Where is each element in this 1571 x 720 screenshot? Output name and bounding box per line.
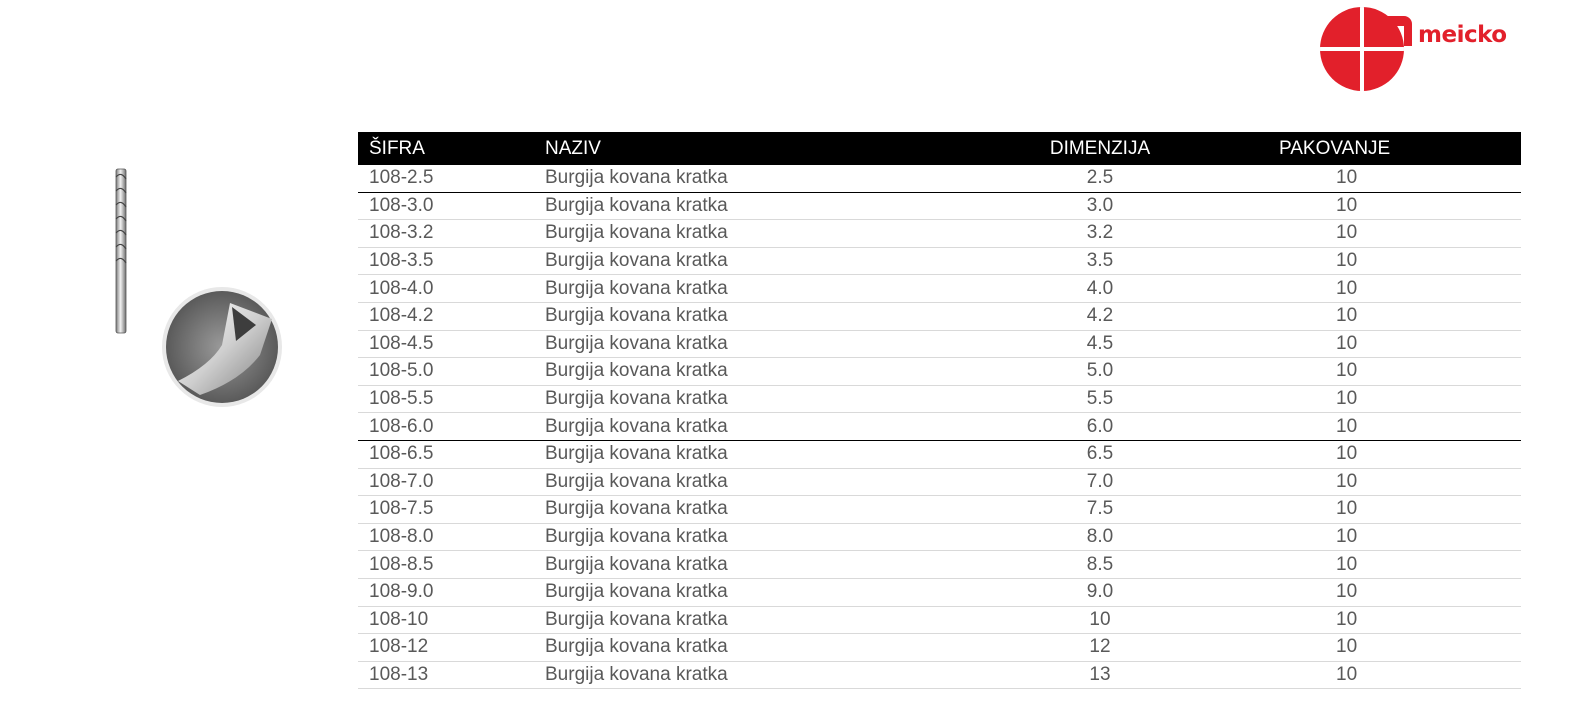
cell-dimension: 3.2	[973, 220, 1227, 248]
cell-dimension: 4.5	[973, 330, 1227, 358]
cell-code: 108-8.5	[358, 551, 533, 579]
meicko-logo-mark-icon	[1318, 6, 1414, 92]
cell-code: 108-10	[358, 606, 533, 634]
cell-packaging: 10	[1227, 385, 1521, 413]
cell-name: Burgija kovana kratka	[533, 606, 973, 634]
cell-packaging: 10	[1227, 496, 1521, 524]
cell-code: 108-5.5	[358, 385, 533, 413]
cell-code: 108-4.2	[358, 302, 533, 330]
cell-dimension: 8.0	[973, 523, 1227, 551]
cell-packaging: 10	[1227, 275, 1521, 303]
cell-packaging: 10	[1227, 247, 1521, 275]
cell-name: Burgija kovana kratka	[533, 413, 973, 441]
brand-name: meicko	[1418, 22, 1507, 48]
cell-code: 108-8.0	[358, 523, 533, 551]
cell-dimension: 5.5	[973, 385, 1227, 413]
cell-dimension: 3.0	[973, 192, 1227, 220]
cell-code: 108-3.5	[358, 247, 533, 275]
cell-code: 108-4.5	[358, 330, 533, 358]
cell-dimension: 12	[973, 634, 1227, 662]
table-row	[358, 330, 1521, 358]
drill-tip-closeup-icon	[160, 285, 284, 409]
cell-packaging: 10	[1227, 413, 1521, 441]
cell-name: Burgija kovana kratka	[533, 661, 973, 689]
cell-dimension: 10	[973, 606, 1227, 634]
cell-name: Burgija kovana kratka	[533, 330, 973, 358]
cell-name: Burgija kovana kratka	[533, 634, 973, 662]
cell-packaging: 10	[1227, 523, 1521, 551]
cell-packaging: 10	[1227, 468, 1521, 496]
table-header-row	[358, 132, 1521, 165]
table-row	[358, 661, 1521, 689]
table-row	[358, 275, 1521, 303]
cell-packaging: 10	[1227, 440, 1521, 468]
cell-code: 108-7.5	[358, 496, 533, 524]
cell-name: Burgija kovana kratka	[533, 358, 973, 386]
meicko-logo	[1318, 6, 1518, 92]
table-row	[358, 440, 1521, 468]
cell-code: 108-13	[358, 661, 533, 689]
cell-name: Burgija kovana kratka	[533, 220, 973, 248]
cell-packaging: 10	[1227, 606, 1521, 634]
cell-name: Burgija kovana kratka	[533, 468, 973, 496]
table-row	[358, 634, 1521, 662]
cell-code: 108-9.0	[358, 578, 533, 606]
cell-dimension: 9.0	[973, 578, 1227, 606]
header-dimension: DIMENZIJA	[973, 132, 1227, 165]
product-table	[358, 132, 1521, 689]
cell-dimension: 6.5	[973, 440, 1227, 468]
table-row	[358, 385, 1521, 413]
cell-dimension: 7.5	[973, 496, 1227, 524]
cell-packaging: 10	[1227, 358, 1521, 386]
cell-name: Burgija kovana kratka	[533, 496, 973, 524]
cell-code: 108-7.0	[358, 468, 533, 496]
cell-code: 108-3.0	[358, 192, 533, 220]
table-row	[358, 578, 1521, 606]
cell-dimension: 2.5	[973, 165, 1227, 192]
cell-name: Burgija kovana kratka	[533, 165, 973, 192]
cell-code: 108-5.0	[358, 358, 533, 386]
table-row	[358, 247, 1521, 275]
drill-bit-icon	[112, 167, 130, 335]
table-row	[358, 220, 1521, 248]
table-row	[358, 192, 1521, 220]
cell-packaging: 10	[1227, 551, 1521, 579]
cell-packaging: 10	[1227, 661, 1521, 689]
cell-packaging: 10	[1227, 302, 1521, 330]
cell-code: 108-12	[358, 634, 533, 662]
table-row	[358, 302, 1521, 330]
cell-name: Burgija kovana kratka	[533, 275, 973, 303]
cell-name: Burgija kovana kratka	[533, 578, 973, 606]
table-row	[358, 165, 1521, 192]
cell-dimension: 4.2	[973, 302, 1227, 330]
cell-dimension: 8.5	[973, 551, 1227, 579]
cell-code: 108-6.0	[358, 413, 533, 441]
cell-dimension: 6.0	[973, 413, 1227, 441]
cell-code: 108-2.5	[358, 165, 533, 192]
cell-name: Burgija kovana kratka	[533, 247, 973, 275]
table-row	[358, 496, 1521, 524]
table-row	[358, 551, 1521, 579]
cell-packaging: 10	[1227, 634, 1521, 662]
table-row	[358, 523, 1521, 551]
cell-packaging: 10	[1227, 330, 1521, 358]
cell-dimension: 7.0	[973, 468, 1227, 496]
header-packaging: PAKOVANJE	[1227, 132, 1521, 165]
cell-name: Burgija kovana kratka	[533, 551, 973, 579]
cell-code: 108-4.0	[358, 275, 533, 303]
header-name: NAZIV	[533, 132, 973, 165]
cell-code: 108-6.5	[358, 440, 533, 468]
cell-dimension: 5.0	[973, 358, 1227, 386]
cell-packaging: 10	[1227, 220, 1521, 248]
cell-packaging: 10	[1227, 578, 1521, 606]
cell-dimension: 3.5	[973, 247, 1227, 275]
table-row	[358, 358, 1521, 386]
table-row	[358, 413, 1521, 441]
header-code: ŠIFRA	[358, 132, 533, 165]
cell-name: Burgija kovana kratka	[533, 385, 973, 413]
cell-code: 108-3.2	[358, 220, 533, 248]
cell-name: Burgija kovana kratka	[533, 192, 973, 220]
cell-packaging: 10	[1227, 192, 1521, 220]
cell-name: Burgija kovana kratka	[533, 440, 973, 468]
cell-dimension: 4.0	[973, 275, 1227, 303]
cell-packaging: 10	[1227, 165, 1521, 192]
table-row	[358, 468, 1521, 496]
cell-name: Burgija kovana kratka	[533, 523, 973, 551]
cell-dimension: 13	[973, 661, 1227, 689]
table-row	[358, 606, 1521, 634]
cell-name: Burgija kovana kratka	[533, 302, 973, 330]
